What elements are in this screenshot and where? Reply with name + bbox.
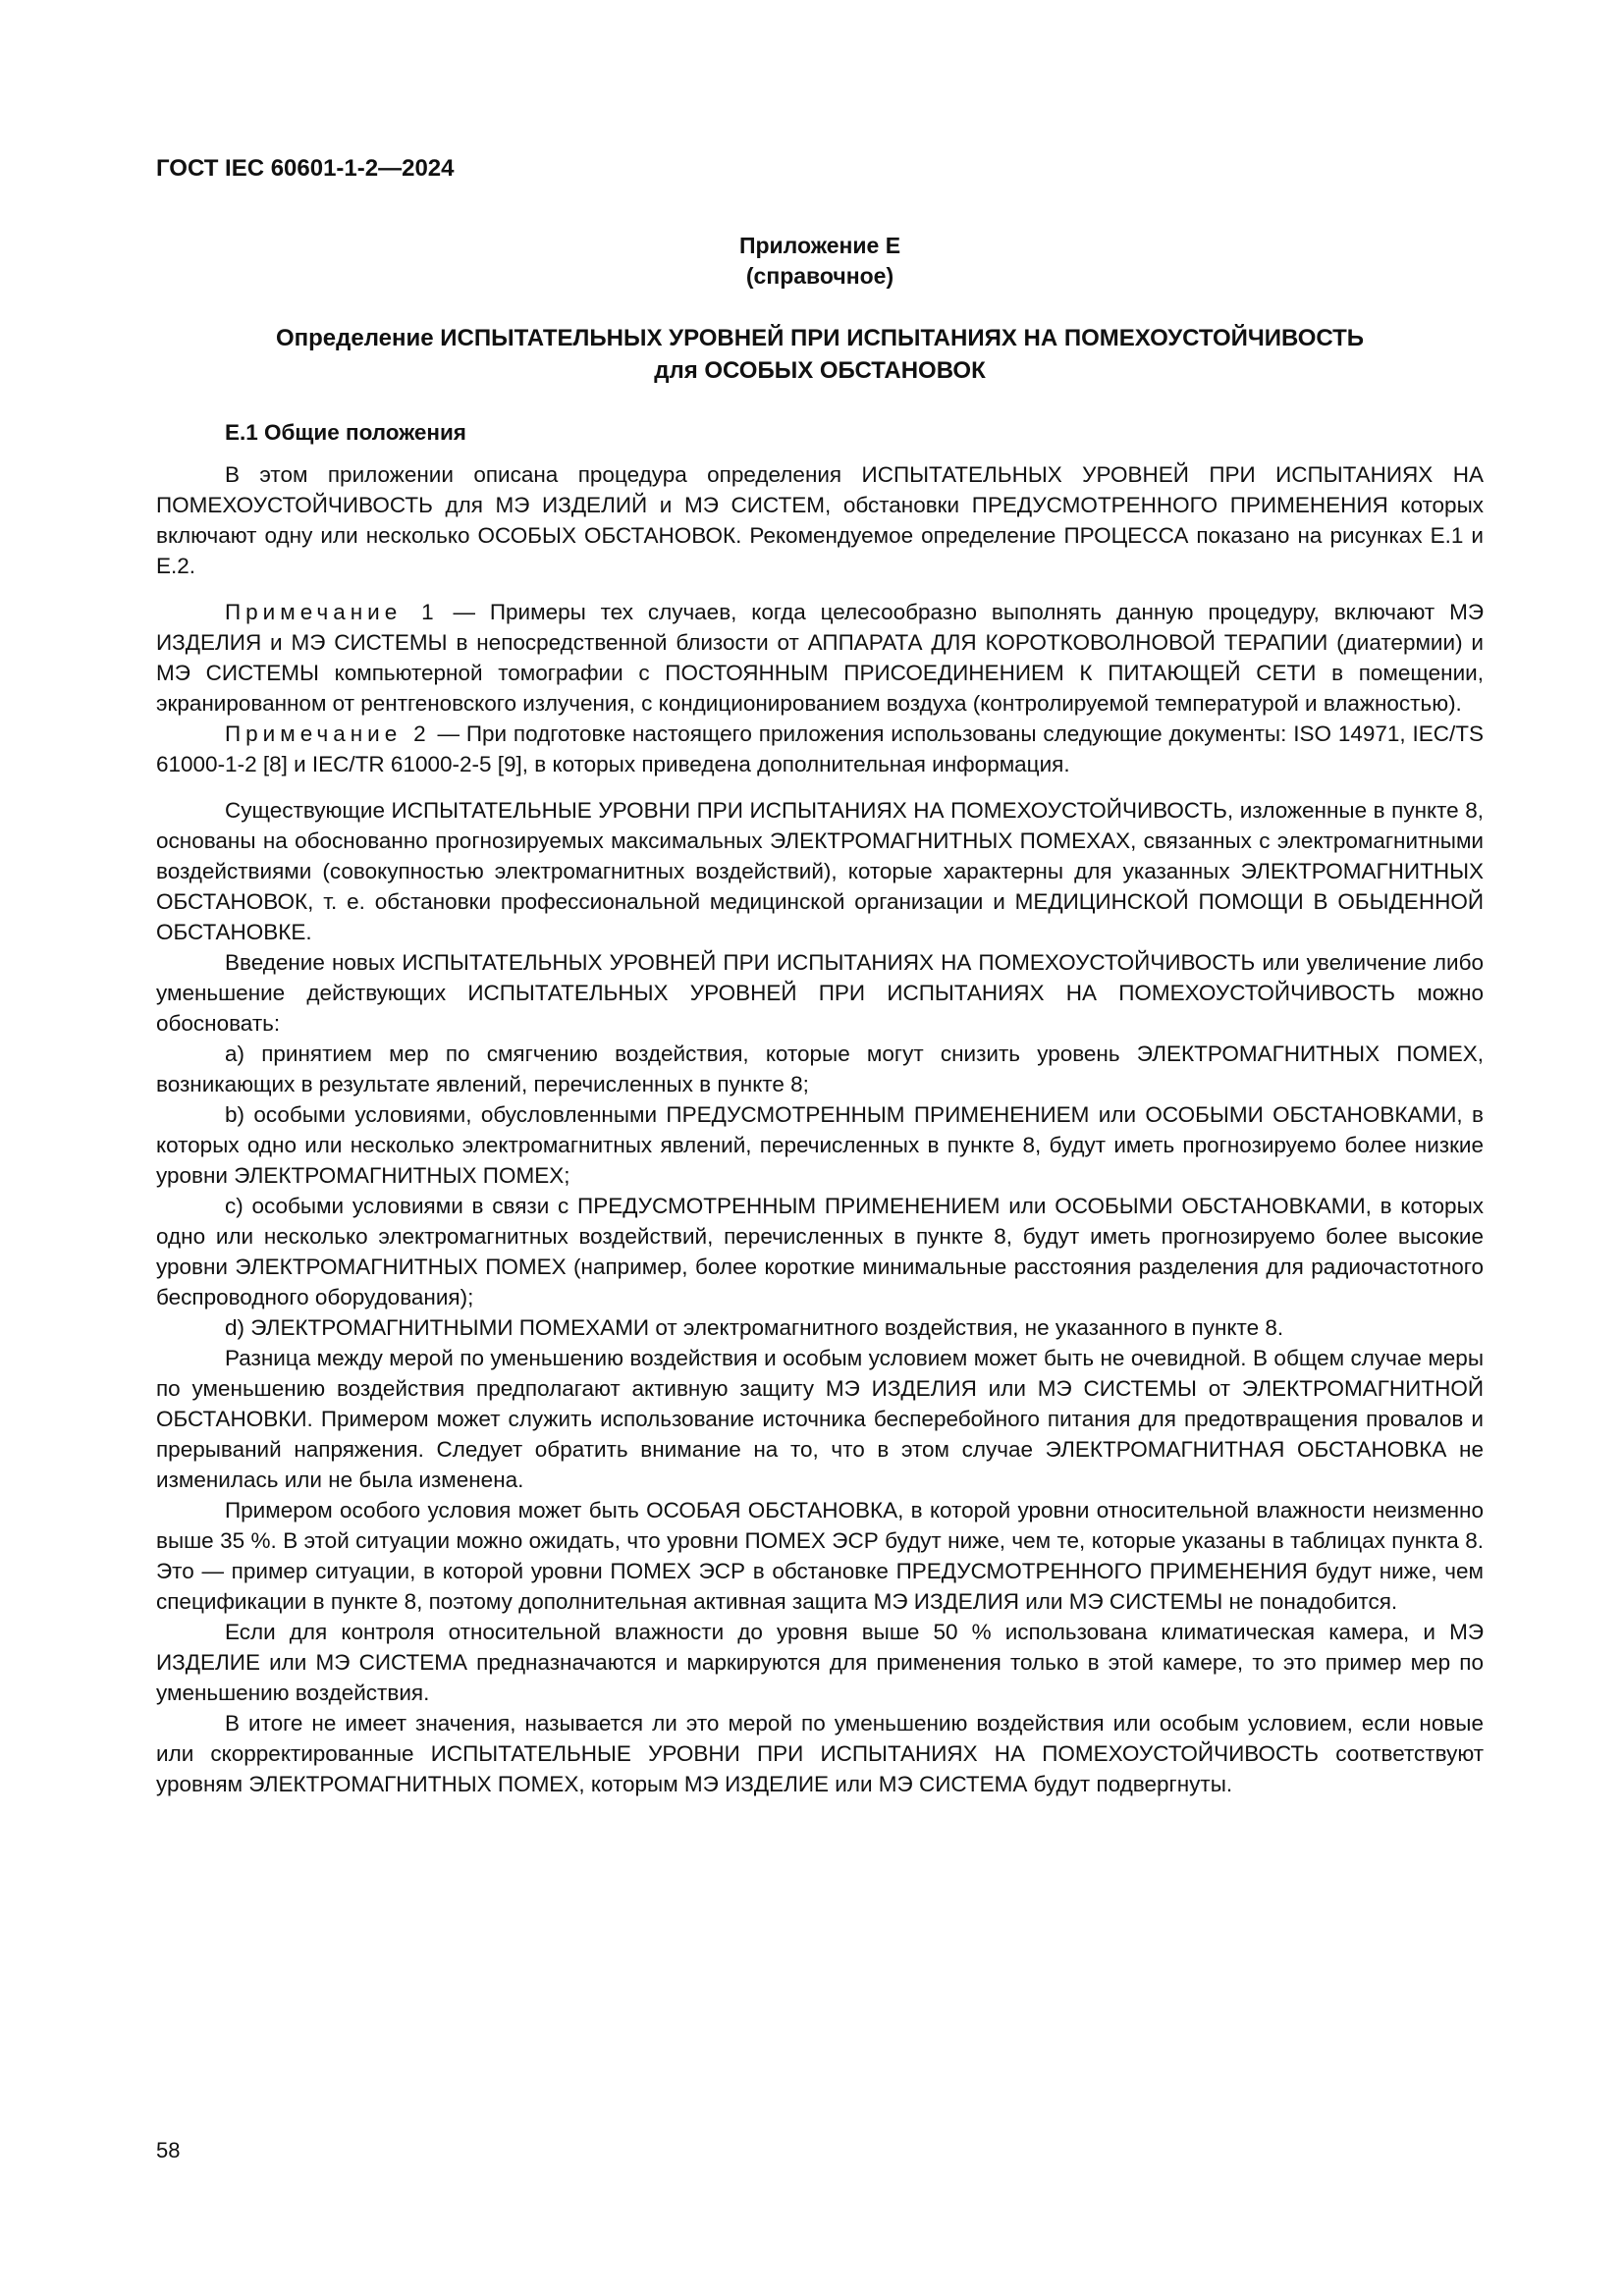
- note-2: [156, 719, 1484, 779]
- list-item-c: c) особыми условиями в связи с ПРЕДУСМОТРЕННЫМ ПРИМЕНЕНИЕМ или ОСОБЫМИ ОБСТАНОВКАМИ, в которых одно или несколько электромагнитных воздействий, перечисленных в пункте 8, будут иметь прогнозируемо более высокие уровни ЭЛЕКТРОМАГНИТНЫХ ПОМЕХ (например, более короткие минимальные расстояния разделения для радиочастотного беспроводного оборудования);: [156, 1194, 1484, 1309]
- paragraph-intro: В этом приложении описана процедура определения ИСПЫТАТЕЛЬНЫХ УРОВНЕЙ ПРИ ИСПЫТАНИЯХ НА ПОМЕХОУСТОЙЧИВОСТЬ для МЭ ИЗДЕЛИЙ и МЭ СИСТЕМ, обстановки ПРЕДУСМОТРЕННОГО ПРИМЕНЕНИЯ которых включают одну или несколько ОСОБЫХ ОБСТАНОВОК. Рекомендуемое определение ПРОЦЕССА показано на рисунках Е.1 и Е.2.: [156, 462, 1484, 578]
- paragraph-introduction: Введение новых ИСПЫТАТЕЛЬНЫХ УРОВНЕЙ ПРИ ИСПЫТАНИЯХ НА ПОМЕХОУСТОЙЧИВОСТЬ или увеличение либо уменьшение действующих ИСПЫТАТЕЛЬНЫХ УРОВНЕЙ ПРИ ИСПЫТАНИЯХ НА ПОМЕХОУСТОЙЧИВОСТЬ можно обосновать:: [156, 950, 1484, 1036]
- title-line-1: Определение ИСПЫТАТЕЛЬНЫХ УРОВНЕЙ ПРИ ИСПЫТАНИЯХ НА ПОМЕХОУСТОЙЧИВОСТЬ: [275, 325, 1365, 351]
- note-1-label: Примечание 1: [225, 600, 439, 624]
- paragraph-climate: Если для контроля относительной влажности до уровня выше 50 % использована климатическая камера, и МЭ ИЗДЕЛИЕ или МЭ СИСТЕМА предназначаются и маркируются для применения только в этой камере, то это пример мер по уменьшению воздействия.: [156, 1620, 1484, 1705]
- document-header: ГОСТ IEC 60601-1-2—2024: [156, 155, 455, 182]
- paragraph-conclusion: В итоге не имеет значения, называется ли это мерой по уменьшению воздействия или особым условием, если новые или скорректированные ИСПЫТАТЕЛЬНЫЕ УРОВНИ ПРИ ИСПЫТАНИЯХ НА ПОМЕХОУСТОЙЧИВОСТЬ соответствуют уровням ЭЛЕКТРОМАГНИТНЫХ ПОМЕХ, которым МЭ ИЗДЕЛИЕ или МЭ СИСТЕМА будут подвергнуты.: [156, 1711, 1484, 1796]
- page-number: 58: [156, 2138, 181, 2163]
- paragraph-existing: Существующие ИСПЫТАТЕЛЬНЫЕ УРОВНИ ПРИ ИСПЫТАНИЯХ НА ПОМЕХОУСТОЙЧИВОСТЬ, изложенные в пункте 8, основаны на обоснованно прогнозируемых максимальных ЭЛЕКТРОМАГНИТНЫХ ПОМЕХАХ, связанных с электромагнитными воздействиями (совокупностью электромагнитных воздействий), которые характерны для указанных ЭЛЕКТРОМАГНИТНЫХ ОБСТАНОВОК, т. е. обстановки профессиональной медицинской организации и МЕДИЦИНСКОЙ ПОМОЩИ В ОБЫДЕННОЙ ОБСТАНОВКЕ.: [156, 798, 1484, 944]
- note-1-text: — Примеры тех случаев, когда целесообразно выполнять данную процедуру, включают МЭ ИЗДЕЛИЯ и МЭ СИСТЕМЫ в непосредственной близости от АППАРАТА ДЛЯ КОРОТКОВОЛНОВОЙ ТЕРАПИИ (диатермии) и МЭ СИСТЕМЫ компьютерной томографии с ПОСТОЯННЫМ ПРИСОЕДИНЕНИЕМ К ПИТАЮЩЕЙ СЕТИ в помещении, экранированном от рентгеновского излучения, с кондиционированием воздуха (контролируемой температурой и влажностью).: [156, 600, 1484, 716]
- list-item-b: b) особыми условиями, обусловленными ПРЕДУСМОТРЕННЫМ ПРИМЕНЕНИЕМ или ОСОБЫМИ ОБСТАНОВКАМИ, в которых одно или несколько электромагнитных явлений, перечисленных в пункте 8, будут иметь прогнозируемо более низкие уровни ЭЛЕКТРОМАГНИТНЫХ ПОМЕХ;: [156, 1102, 1484, 1188]
- note-2-text: — При подготовке настоящего приложения использованы следующие документы: ISO 14971, IEC/TS 61000-1-2 [8] и IEC/TR 61000-2-5 [9], в которых приведена дополнительная информация.: [156, 721, 1484, 776]
- annex-main-title: [156, 322, 1484, 387]
- annex-type: (справочное): [745, 263, 894, 289]
- paragraph-difference: Разница между мерой по уменьшению воздействия и особым условием может быть не очевидной. В общем случае меры по уменьшению воздействия предполагают активную защиту МЭ ИЗДЕЛИЯ или МЭ СИСТЕМЫ от ЭЛЕКТРОМАГНИТНОЙ ОБСТАНОВКИ. Примером может служить использование источника бесперебойного питания для предотвращения провалов и прерываний напряжения. Следует обратить внимание на то, что в этом случае ЭЛЕКТРОМАГНИТНАЯ ОБСТАНОВКА не изменилась или не была изменена.: [156, 1346, 1484, 1492]
- section-heading: Е.1 Общие положения: [225, 420, 466, 445]
- document-body: [156, 417, 1484, 1799]
- paragraph-example: Примером особого условия может быть ОСОБАЯ ОБСТАНОВКА, в которой уровни относительной влажности неизменно выше 35 %. В этой ситуации можно ожидать, что уровни ПОМЕХ ЭСР будут ниже, чем те, которые указаны в таблицах пункта 8. Это — пример ситуации, в которой уровни ПОМЕХ ЭСР в обстановке ПРЕДУСМОТРЕННОГО ПРИМЕНЕНИЯ будут ниже, чем спецификации в пункте 8, поэтому дополнительная активная защита МЭ ИЗДЕЛИЯ или МЭ СИСТЕМЫ не понадобится.: [156, 1498, 1484, 1614]
- annex-heading: [156, 231, 1484, 292]
- title-line-2: для ОСОБЫХ ОБСТАНОВОК: [654, 357, 986, 384]
- annex-title: Приложение Е: [738, 233, 901, 258]
- list-item-a: a) принятием мер по смягчению воздействия, которые могут снизить уровень ЭЛЕКТРОМАГНИТНЫХ ПОМЕХ, возникающих в результате явлений, перечисленных в пункте 8;: [156, 1041, 1484, 1096]
- note-2-label: Примечание 2: [225, 721, 431, 746]
- note-1: [156, 597, 1484, 719]
- list-item-d: d) ЭЛЕКТРОМАГНИТНЫМИ ПОМЕХАМИ от электромагнитного воздействия, не указанного в пункте 8.: [225, 1315, 1284, 1340]
